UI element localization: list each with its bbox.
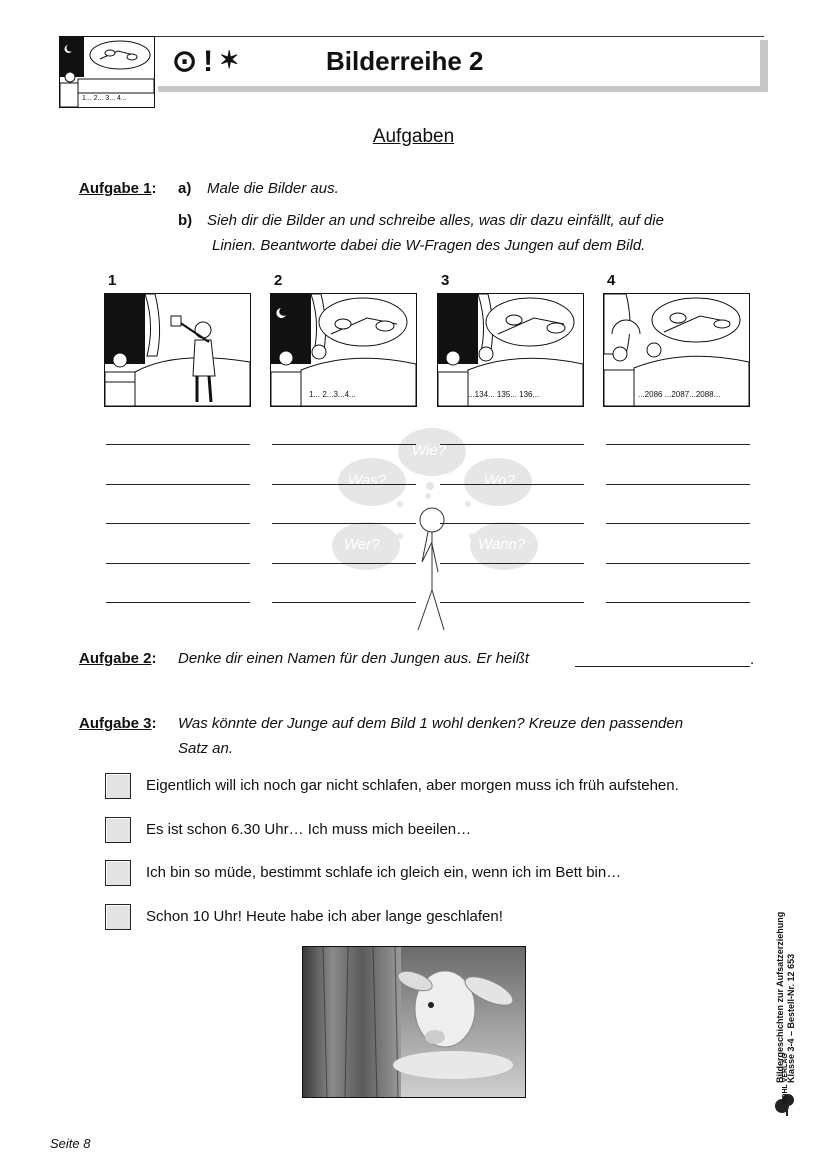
question-cloud: Wann? [478, 536, 526, 553]
writing-line[interactable] [106, 444, 250, 445]
question-cloud: Was? [348, 472, 387, 489]
picture-number: 1 [108, 272, 117, 289]
picture-caption: 1... 2...3...4... [309, 390, 356, 399]
picture-number: 2 [274, 272, 283, 289]
task2-text: Denke dir einen Namen für den Jungen aus. Er heißt [178, 650, 530, 667]
writing-line[interactable] [606, 523, 750, 524]
writing-line[interactable] [272, 602, 416, 603]
answer-option: Eigentlich will ich noch gar nicht schlafen, aber morgen muss ich früh aufstehen. [146, 777, 679, 794]
writing-line[interactable] [272, 444, 416, 445]
answer-option: Schon 10 Uhr! Heute habe ich aber lange geschlafen! [146, 908, 503, 925]
task3-label: Aufgabe 3: [79, 715, 157, 732]
section-title: Aufgaben [372, 126, 455, 147]
writing-line[interactable] [606, 444, 750, 445]
picture-1 [104, 293, 251, 407]
writing-line[interactable] [440, 602, 584, 603]
picture-4 [603, 293, 750, 407]
task1-b-text: Sieh dir die Bilder an und schreibe alles, was dir dazu einfällt, auf die [207, 212, 664, 229]
answer-option: Es ist schon 6.30 Uhr… Ich muss mich beeilen… [146, 821, 472, 838]
writing-line[interactable] [440, 563, 584, 564]
writing-line[interactable] [606, 602, 750, 603]
task1-label: Aufgabe 1: [79, 180, 157, 197]
writing-line[interactable] [272, 484, 416, 485]
picture-number: 4 [607, 272, 616, 289]
task2-period: . [750, 651, 755, 668]
answer-checkbox[interactable] [105, 904, 131, 930]
sidebar-series: Bildergeschichten zur Aufsatzerziehung [775, 911, 785, 1083]
question-cloud: Wer? [344, 536, 380, 553]
sidebar-order: Klasse 3-4 – Bestell-Nr. 12 653 [786, 953, 796, 1083]
writing-line[interactable] [272, 523, 416, 524]
answer-option: Ich bin so müde, bestimmt schlafe ich gleich ein, wenn ich im Bett bin… [146, 864, 622, 881]
task3-text: Was könnte der Junge auf dem Bild 1 wohl denken? Kreuze den passenden [178, 715, 684, 732]
writing-line[interactable] [106, 563, 250, 564]
publisher-name: KOHL VERLAG [782, 1053, 789, 1104]
answer-checkbox[interactable] [105, 817, 131, 843]
header-shadow [760, 40, 768, 92]
lamb-photo [302, 946, 526, 1098]
writing-line[interactable] [272, 563, 416, 564]
task1-b-text-2: Linien. Beantworte dabei die W-Fragen des Jungen auf dem Bild. [212, 237, 646, 254]
question-cloud: Wo? [484, 472, 515, 489]
picture-3 [437, 293, 584, 407]
picture-caption: ...2086 ...2087...2088... [638, 390, 721, 399]
writing-line[interactable] [606, 484, 750, 485]
picture-2 [270, 293, 417, 407]
target-icon: ⊙ [172, 45, 204, 78]
writing-line[interactable] [440, 444, 584, 445]
star-icon: ✶ [219, 47, 246, 74]
answer-checkbox[interactable] [105, 773, 131, 799]
answer-checkbox[interactable] [105, 860, 131, 886]
picture-number: 3 [441, 272, 450, 289]
writing-line[interactable] [106, 484, 250, 485]
picture-caption: ...134... 135... 136... [468, 390, 540, 399]
header-icons [172, 44, 245, 79]
question-cloud: Wie? [412, 442, 447, 459]
task1-a-text: Male die Bilder aus. [207, 180, 339, 197]
header-shadow [158, 86, 768, 92]
writing-line[interactable] [106, 523, 250, 524]
writing-line[interactable] [440, 523, 584, 524]
thumbnail-numbers: 1... 2... 3... 4... [82, 95, 127, 102]
task1-a-marker: a) [178, 180, 192, 197]
name-answer-line[interactable] [575, 666, 750, 667]
header-rule [152, 36, 764, 37]
exclamation-icon: ! [203, 45, 220, 78]
page-number: Seite 8 [50, 1136, 91, 1151]
page-title: Bilderreihe 2 [326, 46, 484, 76]
task1-b-marker: b) [178, 212, 193, 229]
writing-line[interactable] [106, 602, 250, 603]
writing-line[interactable] [440, 484, 584, 485]
header-thumbnail [59, 36, 155, 108]
writing-line[interactable] [606, 563, 750, 564]
task2-label: Aufgabe 2: [79, 650, 157, 667]
task3-text-2: Satz an. [178, 740, 234, 757]
